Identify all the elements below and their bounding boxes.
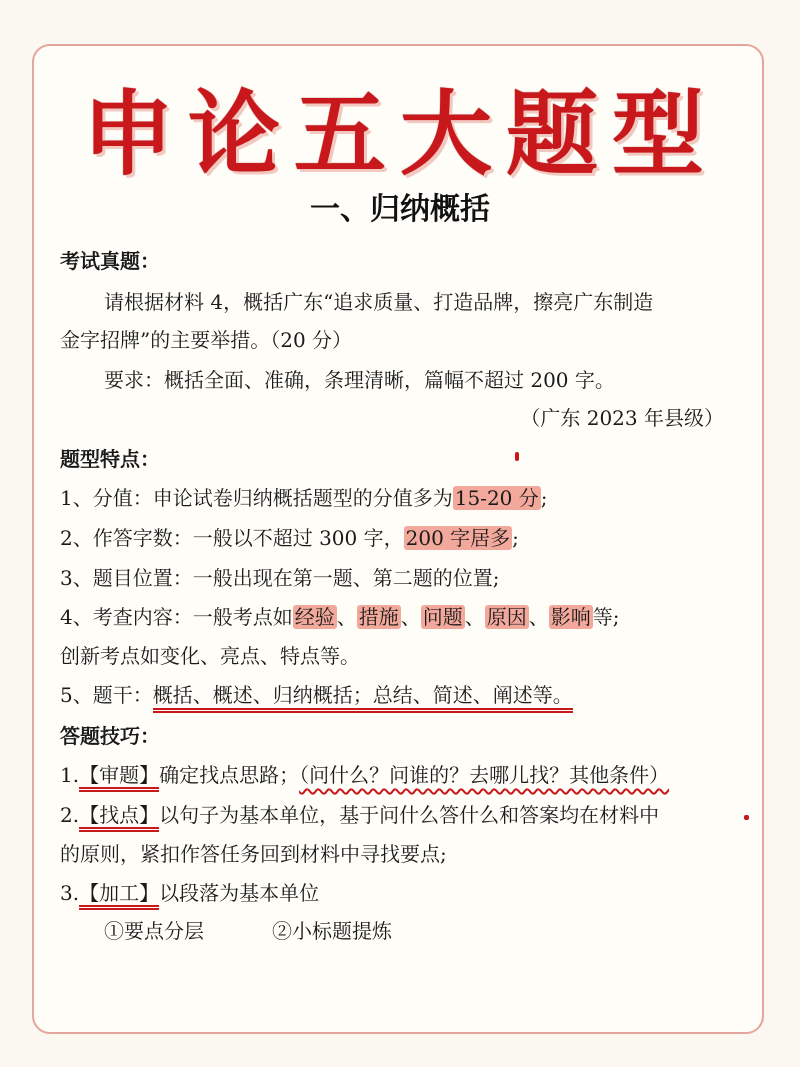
skill-3-options — [60, 916, 760, 946]
skill-1 — [60, 760, 760, 790]
source-note: （广东 2023 年县级） — [520, 406, 724, 430]
skill-1-tag: 【审题】 — [79, 763, 159, 792]
feature-1-text: 1、分值：申论试卷归纳概括题型的分值多为 — [60, 486, 453, 510]
skill-3-text: 以段落为基本单位 — [159, 881, 320, 905]
question-line-1: 请根据材料 4，概括广东“追求质量、打造品牌，擦亮广东制造 — [104, 290, 654, 314]
skill-3-number: 3. — [60, 881, 80, 905]
feature-2 — [60, 523, 760, 553]
option-layering: ①要点分层 — [104, 919, 204, 943]
keyword-impact: 影响 — [550, 605, 591, 629]
skills-heading: 答题技巧： — [60, 724, 160, 748]
separator: 、 — [464, 605, 485, 629]
keyword-problems: 问题 — [422, 605, 463, 629]
feature-5-text: 5、题干： — [60, 683, 153, 707]
feature-4-text: 4、考查内容：一般考点如 — [60, 605, 293, 629]
feature-3: 3、题目位置：一般出现在第一题、第二题的位置; — [60, 566, 500, 590]
skill-2-line-2: 的原则，紧扣作答任务回到材料中寻找要点; — [60, 842, 447, 866]
feature-2-suffix: ; — [512, 526, 519, 550]
separator: 、 — [528, 605, 549, 629]
red-dot — [744, 815, 749, 820]
requirement: 要求：概括全面、准确，条理清晰，篇幅不超过 200 字。 — [104, 368, 615, 392]
separator: 、 — [400, 605, 421, 629]
separator: 、 — [336, 605, 357, 629]
skill-1-wavy: （问什么？问谁的？去哪儿找？其他条件） — [299, 763, 670, 787]
main-title: 申论五大题型 — [81, 81, 718, 188]
feature-5 — [60, 680, 760, 710]
section-title: 一、归纳概括 — [310, 192, 490, 227]
feature-4 — [60, 602, 760, 632]
feature-1-highlight: 15-20 分 — [454, 486, 539, 510]
features-heading: 题型特点： — [60, 447, 160, 471]
skill-2 — [60, 800, 760, 830]
skill-3 — [60, 878, 760, 908]
skill-2-text: 以句子为基本单位，基于问什么答什么和答案均在材料中 — [159, 803, 660, 827]
skill-2-number: 2. — [60, 803, 80, 827]
question-line-2: 金字招牌”的主要举措。（20 分） — [60, 328, 353, 352]
feature-4-line-2: 创新考点如变化、亮点、特点等。 — [60, 644, 360, 668]
skill-3-tag: 【加工】 — [79, 881, 159, 910]
exam-heading: 考试真题： — [60, 249, 160, 273]
feature-5-underlined: 概括、概述、归纳概括；总结、简述、阐述等。 — [153, 683, 573, 713]
feature-2-text: 2、作答字数：一般以不超过 300 字， — [60, 526, 404, 550]
feature-4-suffix: 等; — [592, 605, 620, 629]
keyword-measures: 措施 — [358, 605, 399, 629]
option-subtitle: ②小标题提炼 — [272, 919, 392, 943]
keyword-causes: 原因 — [486, 605, 527, 629]
feature-1-suffix: ; — [540, 486, 548, 510]
skill-2-tag: 【找点】 — [79, 803, 159, 832]
keyword-experience: 经验 — [294, 605, 335, 629]
feature-2-highlight: 200 字居多 — [405, 526, 511, 550]
feature-1 — [60, 483, 760, 513]
skill-1-text: 确定找点思路； — [159, 763, 300, 787]
skill-1-number: 1. — [60, 763, 80, 787]
